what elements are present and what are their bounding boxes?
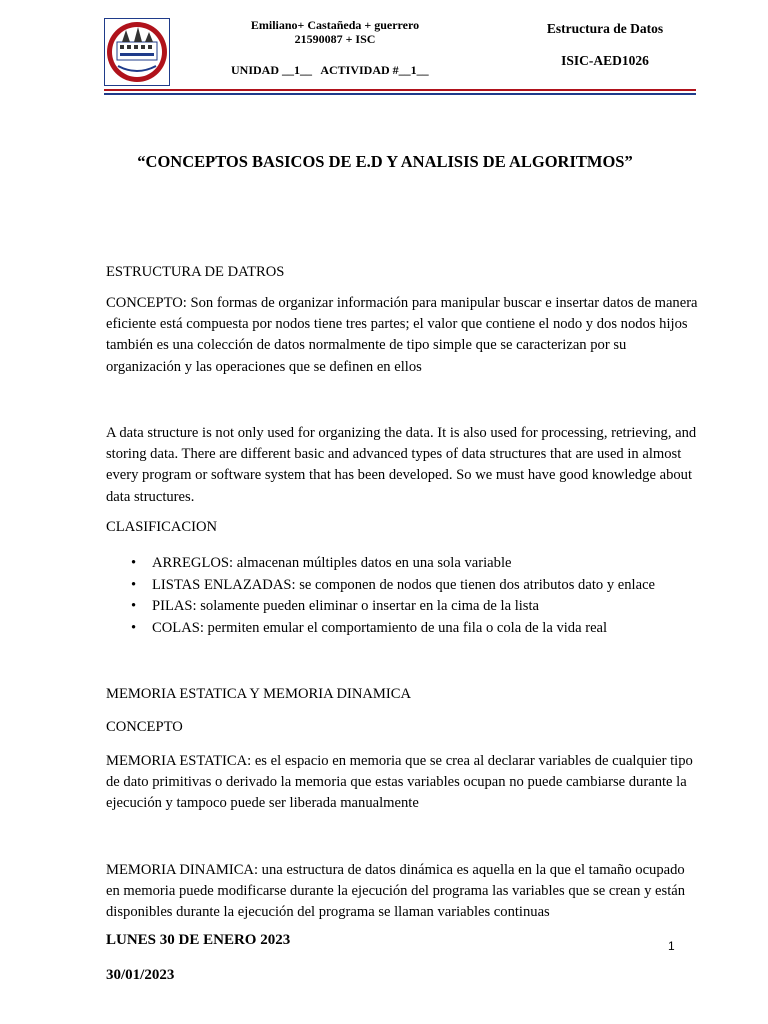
list-item-text: LISTAS ENLAZADAS: se componen de nodos que tienen dos atributos dato y enlace (152, 576, 656, 593)
section-heading-memoria: MEMORIA ESTATICA Y MEMORIA DINAMICA (106, 686, 412, 702)
document-title: “CONCEPTOS BASICOS DE E.D Y ANALISIS DE ALGORITMOS” (137, 152, 633, 171)
concepto-paragraph: CONCEPTO: Son formas de organizar información para manipular buscar e insertar datos de manera eficiente está compuesta por nodos tiene tres partes; el valor que contiene el nodo y dos nodos hijos también es una colección de datos normalmente de tipo simple que se caracterizan por su organización y las operaciones que se definen en ellos (106, 295, 698, 375)
header-rule-red (104, 89, 696, 91)
section-heading-estructura: ESTRUCTURA DE DATROS (106, 264, 285, 280)
list-item (106, 575, 706, 597)
memoria-dinamica-paragraph: MEMORIA DINAMICA: una estructura de datos dinámica es aquella en la que el tamaño ocupado en memoria puede modificarse durante la ejecución del programa las variables que se crean y están disponibles durante la ejecución del programa se llaman variables continuas (106, 862, 686, 921)
student-id: 21590087 + ISC (294, 32, 376, 46)
page-number: 1 (668, 939, 675, 953)
footer-date-numeric: 30/01/2023 (106, 967, 175, 983)
institute-seal-icon (104, 18, 170, 86)
list-item (106, 596, 706, 618)
unidad-actividad: UNIDAD __1__ ACTIVIDAD #__1__ (231, 63, 429, 77)
english-paragraph: A data structure is not only used for organizing the data. It is also used for processing, retrieving, and storing data. There are different basic and advanced types of data structures that are used in almost every program or software system that has been developed. So we must have good knowledge about data structures. (106, 425, 697, 505)
list-item (106, 618, 706, 640)
concepto-label: CONCEPTO (106, 719, 183, 735)
author-block (230, 18, 440, 46)
bullet-icon: • (131, 576, 137, 593)
list-item-text: PILAS: solamente pueden eliminar o insertar en la cima de la lista (152, 598, 540, 615)
author-name: Emiliano+ Castañeda + guerrero (250, 18, 420, 32)
course-name: Estructura de Datos (546, 21, 664, 36)
header-rule-blue (104, 93, 696, 95)
list-item-text: ARREGLOS: almacenan múltiples datos en una sola variable (152, 555, 512, 571)
course-code: ISIC-AED1026 (561, 53, 649, 68)
memoria-estatica-paragraph: MEMORIA ESTATICA: es el espacio en memoria que se crea al declarar variables de cualquier tipo de dato primitivas o derivado la memoria que estas variables ocupan no puede cambiarse durante la ejecución y tampoco puede ser liberada manualmente (106, 753, 693, 812)
clasificacion-heading: CLASIFICACION (106, 519, 218, 535)
bullet-icon: • (131, 598, 137, 615)
footer-date-text: LUNES 30 DE ENERO 2023 (106, 932, 291, 948)
list-item (106, 553, 706, 575)
list-item-text: COLAS: permiten emular el comportamiento de una fila o cola de la vida real (152, 620, 608, 637)
bullet-icon: • (131, 620, 137, 637)
clasificacion-list (106, 553, 706, 640)
bullet-icon: • (131, 555, 137, 571)
